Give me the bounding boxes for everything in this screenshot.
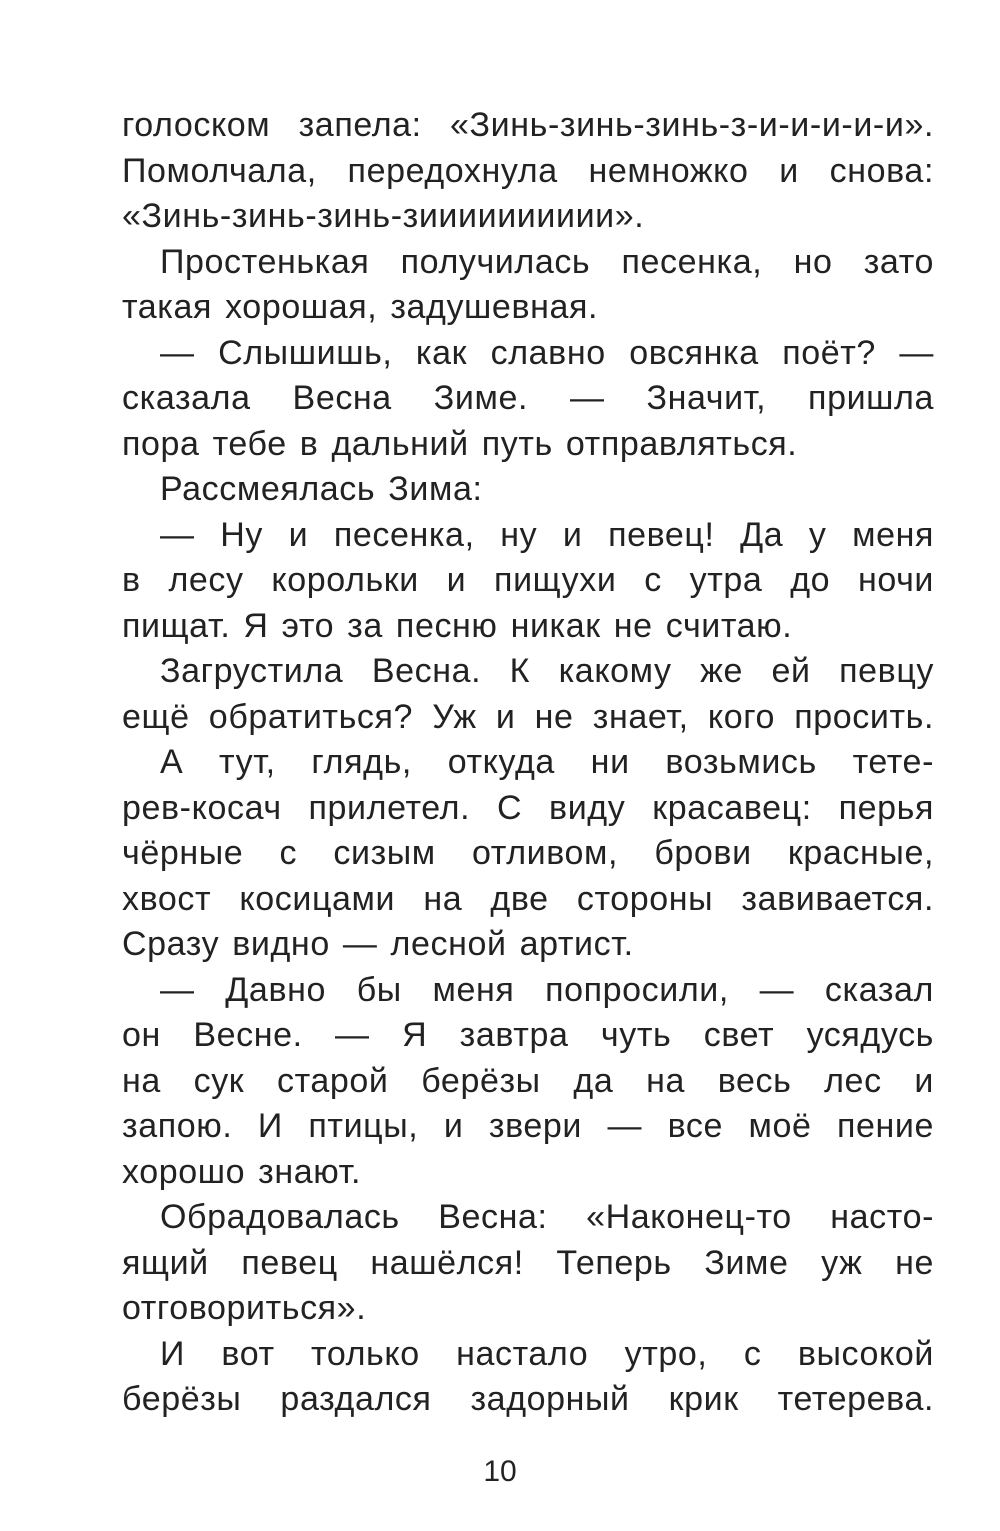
text-line: пищат. Я это за песню никак не считаю. [122, 606, 793, 645]
text-line: Простенькая получилась песенка, но зато [160, 242, 934, 281]
page-text [122, 103, 934, 1443]
text-line: берёзы раздался задорный крик тетерева. [122, 1380, 934, 1418]
paragraph-4 [122, 467, 934, 513]
paragraph-2 [122, 240, 934, 331]
text-line: голоском запела: «Зинь-зинь-зинь-з-и-и-и-и-и». [122, 106, 934, 144]
text-line: — Давно бы меня попросили, — сказал [160, 970, 934, 1009]
text-line: хвост косицами на две стороны завивается. [122, 879, 934, 918]
paragraph-8 [122, 968, 934, 1196]
text-line: сказала Весна Зиме. — Значит, пришла [122, 379, 934, 417]
text-line: рев-косач прилетел. С виду красавец: перья [122, 788, 934, 827]
paragraph-1 [122, 103, 934, 240]
text-line: ещё обратиться? Уж и не знает, кого просить. [122, 697, 934, 736]
text-line: — Слышишь, как славно овсянка поёт? — [160, 333, 934, 372]
paragraph-7 [122, 740, 934, 968]
paragraph-9 [122, 1195, 934, 1332]
text-line: Обрадовалась Весна: «Наконец-то насто- [160, 1198, 934, 1236]
text-line: хорошо знают. [122, 1152, 362, 1191]
text-line: Рассмеялась Зима: [160, 470, 483, 508]
paragraph-6 [122, 649, 934, 740]
paragraph-10 [122, 1332, 934, 1423]
text-line: Загрустила Весна. К какому же ей певцу [160, 652, 934, 690]
paragraph-3 [122, 331, 934, 468]
text-line: запою. И птицы, и звери — все моё пение [122, 1107, 934, 1145]
text-line: Помолчала, передохнула немножко и снова: [122, 151, 934, 190]
text-line: чёрные с сизым отливом, брови красные, [122, 834, 934, 872]
text-line: А тут, глядь, откуда ни возьмись тете- [160, 743, 934, 781]
text-line: ящий певец нашёлся! Теперь Зиме уж не [122, 1243, 934, 1282]
text-line: в лесу корольки и пищухи с утра до ночи [122, 561, 934, 599]
text-line: — Ну и песенка, ну и певец! Да у меня [160, 515, 934, 554]
text-line: отговориться». [122, 1289, 367, 1327]
text-line: он Весне. — Я завтра чуть свет усядусь [122, 1016, 934, 1054]
text-line: И вот только настало утро, с высокой [160, 1334, 934, 1373]
text-line: «Зинь-зинь-зинь-зииииииииии». [122, 197, 645, 235]
paragraph-5 [122, 513, 934, 650]
page-number: 10 [483, 1455, 517, 1488]
text-line: пора тебе в дальний путь отправляться. [122, 424, 798, 463]
text-line: Сразу видно — лесной артист. [122, 925, 634, 963]
text-line: на сук старой берёзы да на весь лес и [122, 1061, 934, 1100]
text-line: такая хорошая, задушевная. [122, 288, 599, 326]
